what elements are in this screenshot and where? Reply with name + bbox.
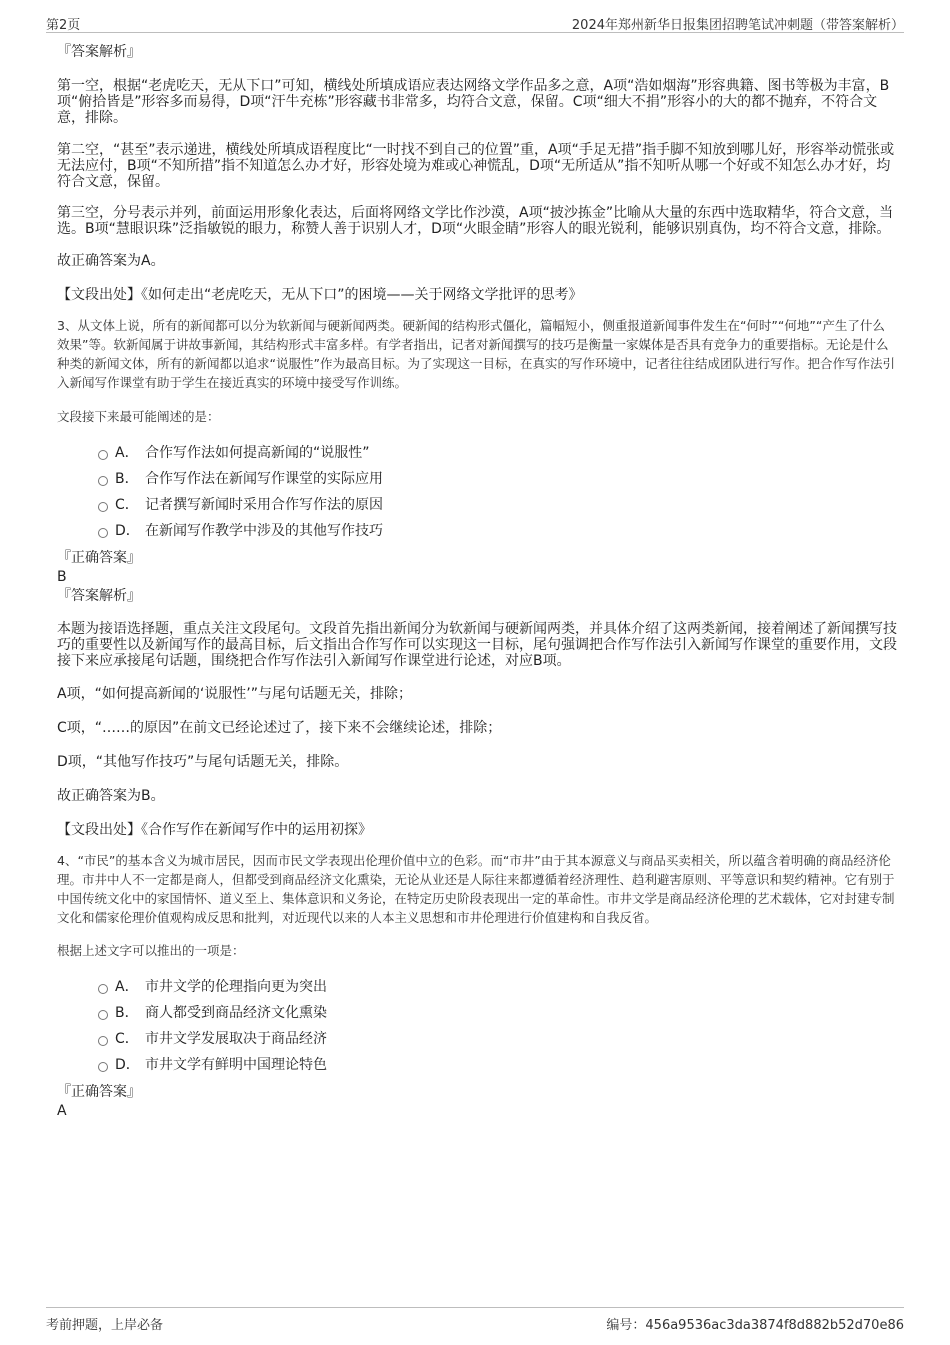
q3-question: 文段接下来最可能阐述的是： (57, 409, 220, 424)
option-text: 合作写作法在新闻写作课堂的实际应用 (145, 471, 383, 487)
q4-option-b[interactable] (57, 1000, 897, 1026)
radio-button[interactable] (98, 476, 108, 486)
q3-note-c: C项，“……的原因”在前文已经论述过了，接下来不会继续论述，排除； (57, 720, 502, 736)
q3-answer-heading: 『正确答案』 (57, 550, 141, 566)
q4-options (57, 974, 897, 1078)
option-letter: B． (115, 1005, 139, 1021)
q3-stem: 3、从文体上说，所有的新闻都可以分为软新闻与硬新闻两类。硬新闻的结构形式僵化，篇幅短小，侧重报道新闻事件发生在“何时”“何地”“产生了什么效果”等。软新闻属于讲故事新闻，其结构形式丰富多样。有学者指出，记者对新闻撰写的技巧是衡量一家媒体是否具有竞争力的重要指标。无论是什么种类的新闻文体，所有的新闻都以追求“说服性”作为最高目标。为了实现这一目标，在真实的写作环境中，记者往往结成团队进行写作。把合作写作法引入新闻写作课堂有助于学生在接近真实的环境中接受写作训练。 (57, 318, 895, 390)
option-text: 合作写作法如何提高新闻的“说服性” (145, 445, 370, 461)
radio-button[interactable] (98, 1036, 108, 1046)
q2-source: 【文段出处】《如何走出“老虎吃天，无从下口”的困境——关于网络文学批评的思考》 (57, 287, 583, 303)
option-letter: A． (115, 445, 139, 461)
option-letter: D． (115, 523, 140, 539)
option-letter: C． (115, 497, 139, 513)
footer-slogan: 考前押题，上岸必备 (46, 1318, 164, 1333)
radio-button[interactable] (98, 502, 108, 512)
q3-option-a[interactable] (57, 440, 897, 466)
q3-option-b[interactable] (57, 466, 897, 492)
q4-answer-heading: 『正确答案』 (57, 1084, 141, 1100)
radio-button[interactable] (98, 1010, 108, 1020)
q3-conclusion: 故正确答案为B。 (57, 788, 165, 804)
page-footer (46, 1307, 904, 1333)
q4-option-c[interactable] (57, 1026, 897, 1052)
q3-option-d[interactable] (57, 518, 897, 544)
q2-analysis-para3: 第三空，分号表示并列，前面运用形象化表达，后面将网络文学比作沙漠，A项“披沙拣金”比喻从大量的东西中选取精华，符合文意，当选。B项“慧眼识珠”泛指敏锐的眼力，称赞人善于识别人才，D项“火眼金睛”形容人的眼光锐利，能够识别真伪，均不符合文意，排除。 (57, 205, 894, 237)
q4-question: 根据上述文字可以推出的一项是： (57, 943, 245, 958)
radio-button[interactable] (98, 984, 108, 994)
radio-button[interactable] (98, 528, 108, 538)
option-letter: D． (115, 1057, 140, 1073)
q4-stem: 4、“市民”的基本含义为城市居民，因而市民文学表现出伦理价值中立的色彩。而“市井”由于其本源意义与商品买卖相关，所以蕴含着明确的商品经济伦理。市井中人不一定都是商人，但都受到商品经济文化熏染，无论从业还是人际往来都遵循着经济理性、趋利避害原则、平等意识和契约精神。它有别于中国传统文化中的家国情怀、道义至上、集体意识和义务论，在特定历史阶段表现出一定的革命性。市井文学是商品经济伦理的艺术载体，它对封建专制文化和儒家伦理价值观构成反思和批判，对近现代以来的人本主义思想和市井伦理进行价值建构和自我反省。 (57, 853, 895, 925)
q3-analysis: 本题为接语选择题，重点关注文段尾句。文段首先指出新闻分为软新闻与硬新闻两类，并具体介绍了这两类新闻，接着阐述了新闻撰写技巧的重要性以及新闻写作的最高目标，后文指出合作写作可以实现这一目标，尾句强调把合作写作法引入新闻写作课堂的重要作用，文段接下来应承接尾句话题，围绕把合作写作法引入新闻写作课堂进行论述，对应B项。 (57, 621, 897, 669)
radio-button[interactable] (98, 1062, 108, 1072)
option-text: 市井文学有鲜明中国理论特色 (145, 1057, 327, 1073)
q4-option-a[interactable] (57, 974, 897, 1000)
document-title: 2024年郑州新华日报集团招聘笔试冲刺题（带答案解析） (571, 18, 904, 33)
q3-answer: B (57, 569, 67, 585)
option-text: 记者撰写新闻时采用合作写作法的原因 (145, 497, 383, 513)
q3-analysis-heading: 『答案解析』 (57, 588, 141, 604)
option-letter: B． (115, 471, 139, 487)
option-text: 市井文学的伦理指向更为突出 (145, 979, 327, 995)
q3-source: 【文段出处】《合作写作在新闻写作中的运用初探》 (57, 822, 372, 838)
q4-answer: A (57, 1103, 67, 1119)
option-text: 在新闻写作教学中涉及的其他写作技巧 (145, 523, 383, 539)
option-letter: C． (115, 1031, 139, 1047)
option-letter: A． (115, 979, 139, 995)
q2-analysis-para1: 第一空，根据“老虎吃天，无从下口”可知，横线处所填成语应表达网络文学作品多之意，A项“浩如烟海”形容典籍、图书等极为丰富，B项“俯拾皆是”形容多而易得，D项“汗牛充栋”形容藏书非常多，均符合文意，保留。C项“细大不捐”形容小的大的都不抛弃，不符合文意，排除。 (57, 78, 890, 126)
radio-button[interactable] (98, 450, 108, 460)
q2-conclusion: 故正确答案为A。 (57, 253, 165, 269)
q3-note-a: A项，“如何提高新闻的‘说服性’”与尾句话题无关，排除； (57, 686, 412, 702)
q4-option-d[interactable] (57, 1052, 897, 1078)
page-header (46, 12, 904, 33)
q3-note-d: D项，“其他写作技巧”与尾句话题无关，排除。 (57, 754, 349, 770)
option-text: 商人都受到商品经济文化熏染 (145, 1005, 327, 1021)
q2-analysis-heading: 『答案解析』 (57, 44, 141, 60)
option-text: 市井文学发展取决于商品经济 (145, 1031, 327, 1047)
page-number: 第2页 (46, 18, 81, 33)
q2-analysis-para2: 第二空，“甚至”表示递进，横线处所填成语程度比“一时找不到自己的位置”重，A项“手足无措”指手脚不知放到哪儿好，形容举动慌张或无法应付，B项“不知所措”指不知道怎么办才好，形容处境为难或心神慌乱，D项“无所适从”指不知听从哪一个好或不知怎么办才好，均符合文意，保留。 (57, 142, 895, 190)
q3-option-c[interactable] (57, 492, 897, 518)
footer-serial: 编号：456a9536ac3da3874f8d882b52d70e86 (606, 1318, 904, 1333)
q3-options (57, 440, 897, 544)
page-content (57, 44, 897, 1119)
